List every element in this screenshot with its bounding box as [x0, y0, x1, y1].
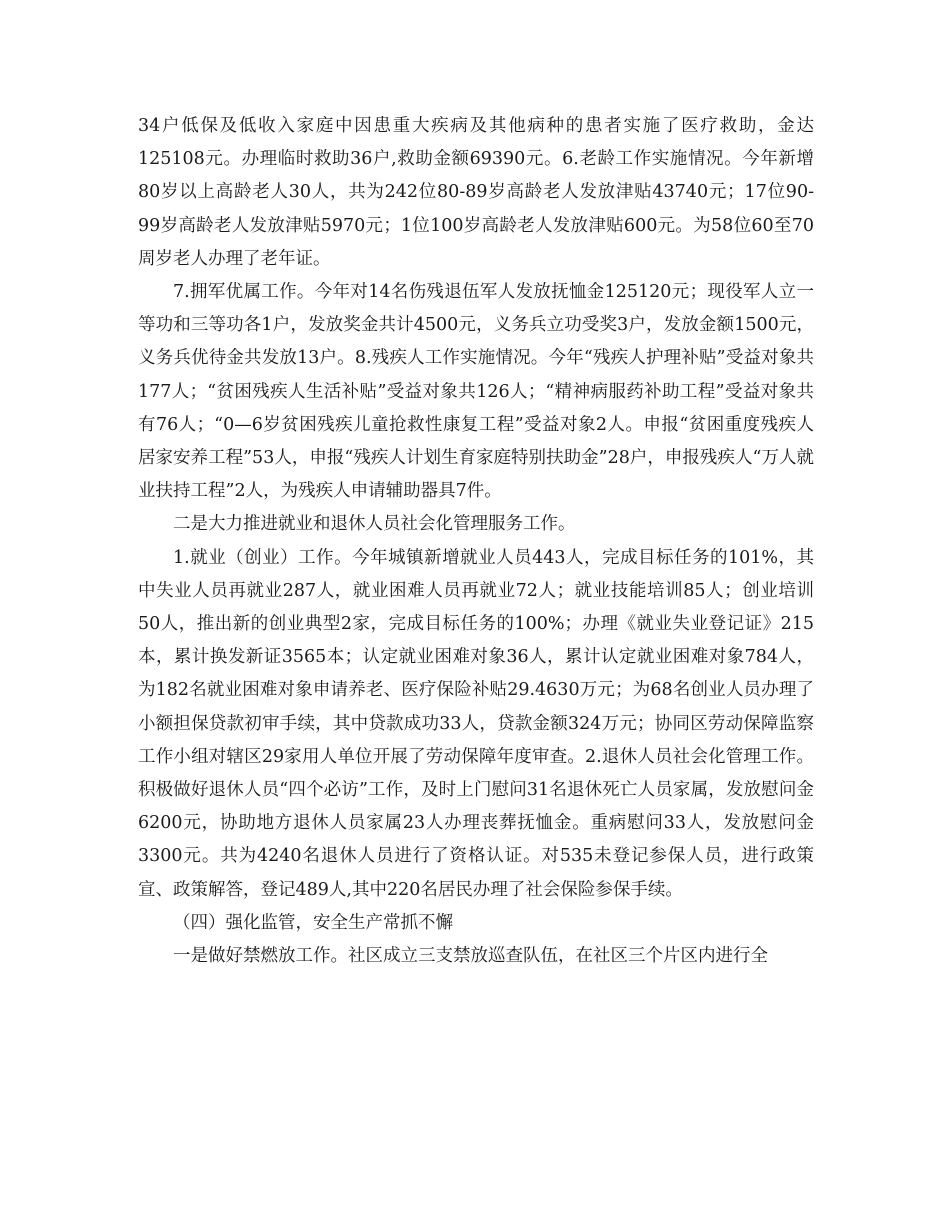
- section-heading-supervision: （四）强化监管，安全生产常抓不懈: [173, 912, 453, 933]
- paragraph-employment-retirees: 1.就业（创业）工作。今年城镇新增就业人员443人，完成目标任务的101%，其中失业人员再就业287人，就业困难人员再就业72人；就业技能培训85人；创业培训50人，推出新的创业典型2家，完成目标任务的100%；办理《就业失业登记证》215本，累计换发新证3565本；认定就业困难对象36人，累计认定就业困难对象784人，为182名就业困难对象申请养老、医疗保险补贴29.4630万元；为68名创业人员办理了小额担保贷款初审手续，其中贷款成功33人，贷款金额324万元；协同区劳动保障监察工作小组对辖区29家用人单位开展了劳动保障年度审查。2.退休人员社会化管理工作。积极做好退休人员“四个必访”工作，及时上门慰问31名退休死亡人员家属，发放慰问金6200元，协助地方退休人员家属23人办理丧葬抚恤金。重病慰问33人，发放慰问金3300元。共为4240名退休人员进行了资格认证。对535未登记参保人员，进行政策宣、政策解答，登记489人,其中220名居民办理了社会保险参保手续。: [138, 547, 814, 900]
- paragraph-employment-heading: 二是大力推进就业和退休人员社会化管理服务工作。: [173, 514, 576, 535]
- paragraph-medical-aid-elderly: 34户低保及低收入家庭中因患重大疾病及其他病种的患者实施了医疗救助，金达125108元。办理临时救助36户,救助金额69390元。6.老龄工作实施情况。今年新增80岁以上高龄老人30人，共为242位80-89岁高龄老人发放津贴43740元；17位90-99岁高龄老人发放津贴5970元；1位100岁高龄老人发放津贴600元。为58位60至70周岁老人办理了老年证。: [138, 116, 814, 269]
- paragraph-fireworks-ban: 一是做好禁燃放工作。社区成立三支禁放巡查队伍，在社区三个片区内进行全: [173, 946, 768, 967]
- paragraph-military-disabled: 7.拥军优属工作。今年对14名伤残退伍军人发放抚恤金125120元；现役军人立一等功和三等功各1户，发放奖金共计4500元，义务兵立功受奖3户，发放金额1500元，义务兵优待金共发放13户。8.残疾人工作实施情况。今年“残疾人护理补贴”受益对象共177人；“贫困残疾人生活补贴”受益对象共126人；“精神病服药补助工程”受益对象共有76人；“0—6岁贫困残疾儿童抢救性康复工程”受益对象2人。申报“贫困重度残疾人居家安养工程”53人，申报“残疾人计划生育家庭特别扶助金”28户，申报残疾人“万人就业扶持工程”2人，为残疾人申请辅助器具7件。: [138, 282, 814, 502]
- document-body: [138, 110, 814, 973]
